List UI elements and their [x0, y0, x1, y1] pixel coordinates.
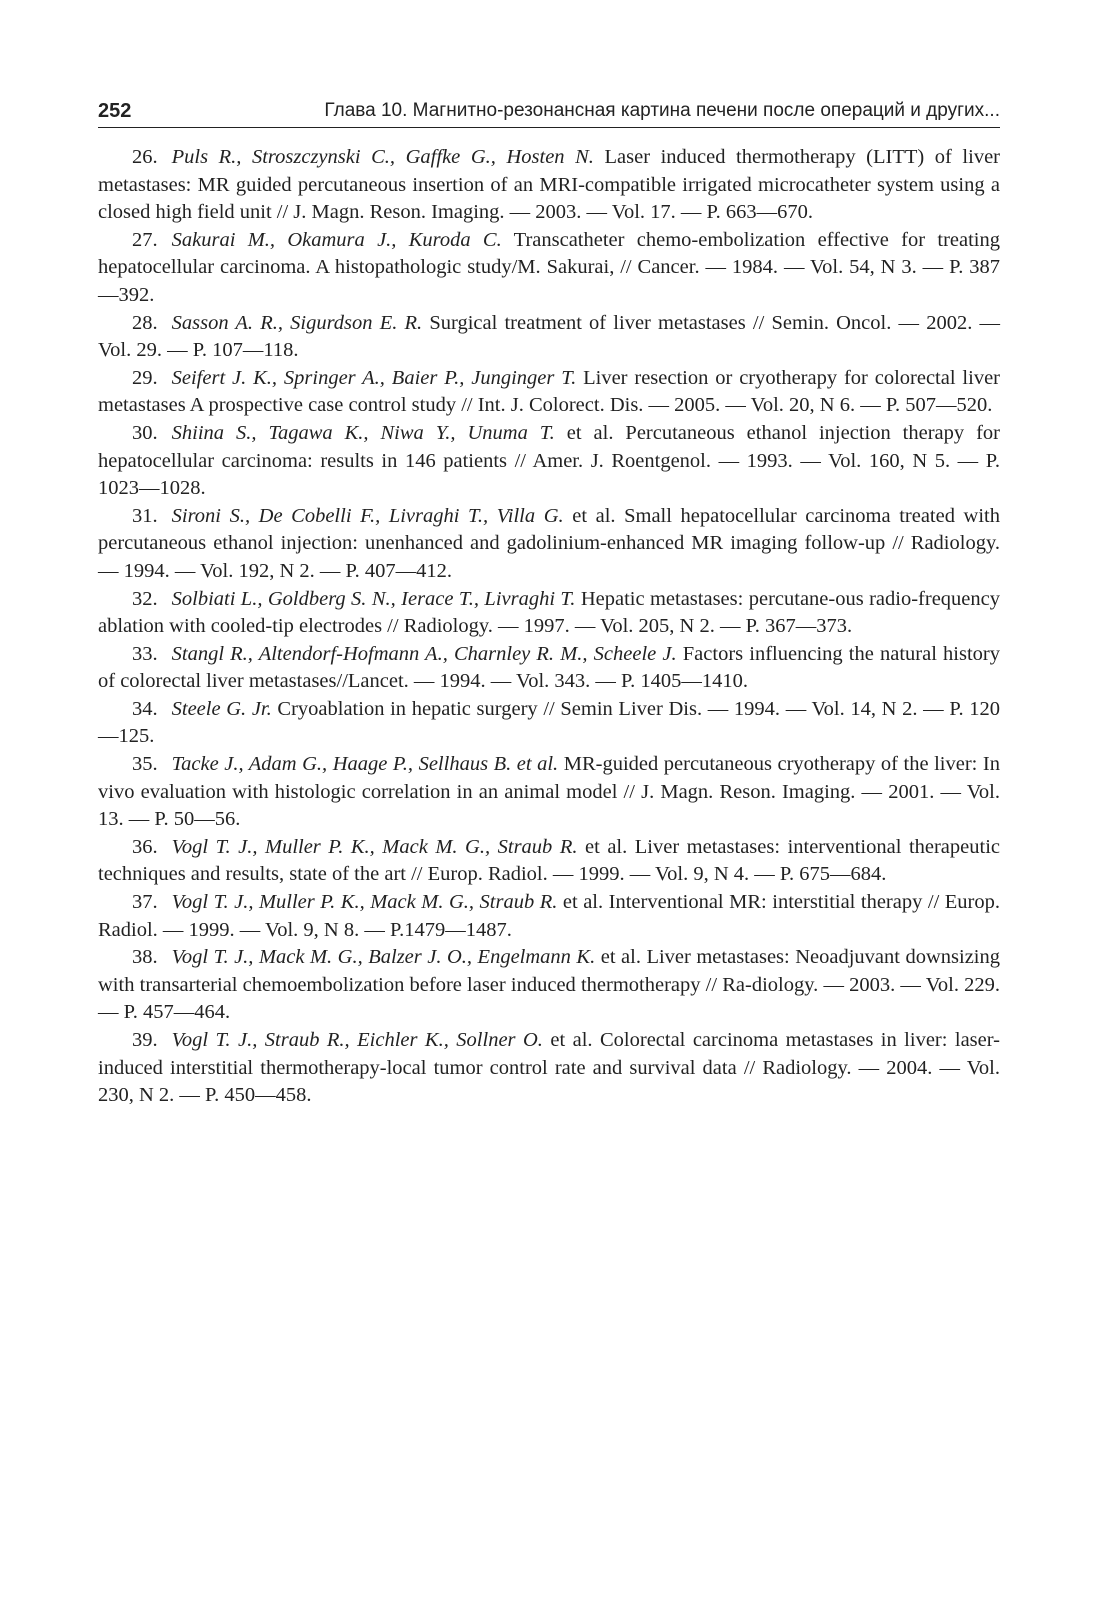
- reference-text: MR-guided percutaneous cryotherapy of the liver: In vivo evaluation with histologic correlation in an animal model // J. Magn. Reson. Imaging. — 2001. — Vol. 13. — P. 50—56.: [98, 753, 1000, 831]
- reference-number: 26.: [132, 146, 158, 168]
- reference-item: [98, 1027, 1000, 1110]
- page-number: 252: [98, 100, 132, 122]
- reference-text: Liver resection or cryotherapy for colorectal liver metastases A prospective case control study // Int. J. Colorect. Dis. — 2005. — Vol. 20, N 6. — P. 507—520.: [98, 366, 1000, 417]
- reference-authors: Puls R., Stroszczynski C., Gaffke G., Hosten N.: [171, 146, 594, 168]
- reference-number: 35.: [132, 753, 158, 776]
- reference-number: 29.: [132, 366, 158, 389]
- reference-authors: Sironi S., De Cobelli F., Livraghi T., Villa G.: [171, 504, 564, 527]
- running-title: Глава 10. Магнитно-резонансная картина печени после операций и других...: [324, 100, 1000, 121]
- reference-authors: Tacke J., Adam G., Haage P., Sellhaus B. et al.: [171, 753, 559, 776]
- reference-item: [98, 889, 1000, 944]
- reference-authors: Solbiati L., Goldberg S. N., Ierace T., Livraghi T.: [171, 587, 576, 610]
- reference-item: [98, 834, 1000, 889]
- reference-authors: Shiina S., Tagawa K., Niwa Y., Unuma T.: [171, 421, 555, 444]
- reference-text: Cryoablation in hepatic surgery // Semin Liver Dis. — 1994. — Vol. 14, N 2. — P. 120—125.: [98, 697, 1000, 748]
- reference-number: 30.: [132, 421, 158, 444]
- reference-text: Factors influencing the natural history of colorectal liver metastases//Lancet. — 1994. — Vol. 343. — P. 1405—1410.: [98, 642, 1000, 693]
- reference-authors: Vogl T. J., Muller P. K., Mack M. G., Straub R.: [171, 891, 558, 914]
- page-header: [98, 99, 1000, 128]
- reference-text: et al. Interventional MR: interstitial therapy // Europ. Radiol. — 1999. — Vol. 9, N 8. — P.1479—1487.: [98, 891, 1001, 941]
- reference-text: Transcatheter chemo-embolization effective for treating hepatocellular carcinoma. A histopathologic study/M. Sakurai, // Cancer. — 1984. — Vol. 54, N 3. — P. 387—392.: [98, 228, 1001, 306]
- reference-item: [98, 696, 1000, 751]
- reference-text: Hepatic metastases: percutane-ous radio-frequency ablation with cooled-tip electrodes // Radiology. — 1997. — Vol. 205, N 2. — P. 367—373.: [98, 587, 1000, 638]
- reference-item: [98, 144, 1000, 227]
- reference-item: [98, 503, 1000, 586]
- reference-text: et al. Liver metastases: interventional therapeutic techniques and results, state of the art // Europ. Radiol. — 1999. — Vol. 9, N 4. — P. 675—684.: [98, 835, 1000, 886]
- reference-number: 32.: [132, 587, 158, 610]
- reference-item: [98, 227, 1000, 310]
- reference-authors: Sasson A. R., Sigurdson E. R.: [171, 311, 423, 334]
- reference-authors: Seifert J. K., Springer A., Baier P., Junginger T.: [171, 366, 577, 389]
- reference-text: Laser induced thermotherapy (LITT) of liver metastases: MR guided percutaneous insertion of an MRI-compatible irrigated microcatheter system using a closed high field unit // J. Magn. Reson. Imaging. — 2003. — Vol. 17. — P. 663—670.: [98, 146, 1000, 224]
- reference-number: 31.: [132, 504, 158, 527]
- reference-list: [98, 144, 1000, 1110]
- reference-item: [98, 420, 1000, 503]
- reference-text: et al. Colorectal carcinoma metastases in liver: laser-induced interstitial thermotherapy-local tumor control rate and survival data // Radiology. — 2004. — Vol. 230, N 2. — P. 450—458.: [98, 1029, 1001, 1107]
- reference-number: 33.: [132, 642, 158, 665]
- reference-item: [98, 365, 1000, 420]
- reference-authors: Vogl T. J., Muller P. K., Mack M. G., Straub R.: [171, 835, 578, 858]
- reference-authors: Vogl T. J., Straub R., Eichler K., Sollner O.: [171, 1029, 543, 1051]
- reference-text: et al. Small hepatocellular carcinoma treated with percutaneous ethanol injection: unenhanced and gadolinium-enhanced MR imaging follow-up // Radiology. — 1994. — Vol. 192, N 2. — P. 407—412.: [98, 504, 1000, 582]
- reference-authors: Vogl T. J., Mack M. G., Balzer J. O., Engelmann K.: [171, 946, 596, 969]
- reference-item: [98, 751, 1000, 834]
- reference-item: [98, 944, 1000, 1027]
- reference-number: 38.: [132, 946, 158, 969]
- reference-number: 39.: [132, 1029, 158, 1051]
- reference-text: et al. Liver metastases: Neoadjuvant downsizing with transarterial chemoembolization before laser induced thermotherapy // Ra-diology. — 2003. — Vol. 229. — P. 457—464.: [98, 946, 1000, 1024]
- reference-number: 28.: [132, 311, 158, 334]
- reference-number: 34.: [132, 697, 158, 720]
- reference-text: et al. Percutaneous ethanol injection therapy for hepatocellular carcinoma: results in 146 patients // Amer. J. Roentgenol. — 1993. — Vol. 160, N 5. — P. 1023—1028.: [98, 421, 1001, 500]
- reference-authors: Steele G. Jr.: [171, 697, 272, 720]
- reference-number: 36.: [132, 835, 158, 858]
- reference-item: [98, 586, 1000, 641]
- reference-number: 37.: [132, 891, 158, 914]
- reference-item: [98, 641, 1000, 696]
- reference-authors: Stangl R., Altendorf-Hofmann A., Charnley R. M., Scheele J.: [171, 642, 677, 665]
- reference-text: Surgical treatment of liver metastases // Semin. Oncol. — 2002. — Vol. 29. — P. 107—118.: [98, 311, 1000, 362]
- reference-number: 27.: [132, 228, 158, 251]
- reference-authors: Sakurai M., Okamura J., Kuroda C.: [171, 228, 502, 251]
- reference-item: [98, 310, 1000, 365]
